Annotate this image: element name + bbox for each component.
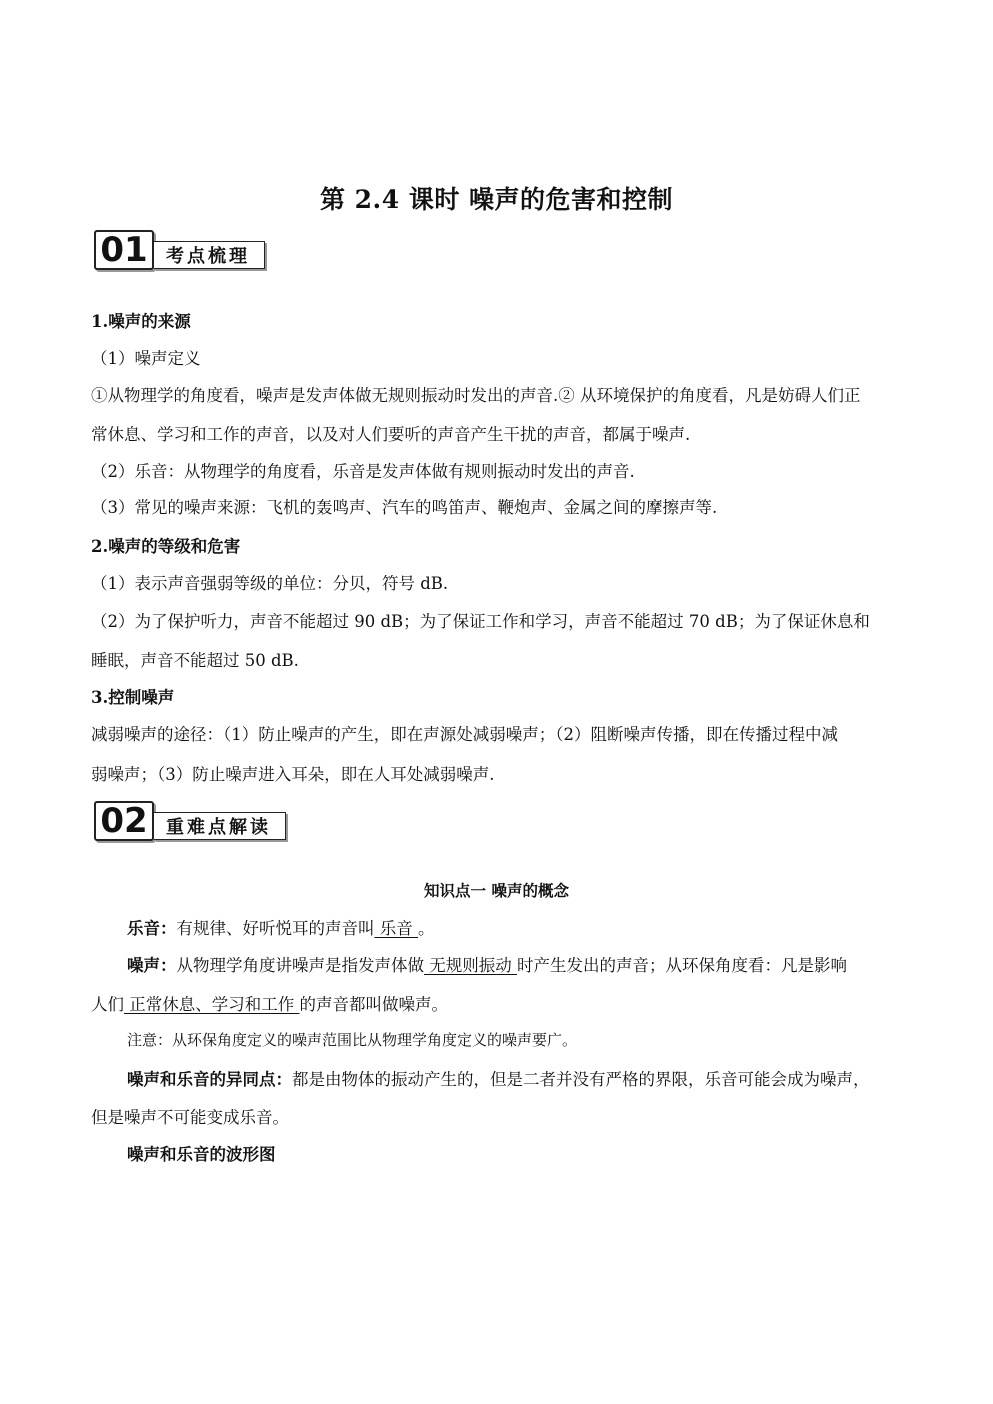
section-badge-01: [94, 228, 265, 270]
paragraph: （2）为了保护听力，声音不能超过 90 dB；为了保证工作和学习，声音不能超过 70 dB；为了保证休息和: [91, 612, 870, 631]
term-label: 乐音：: [127, 919, 177, 938]
paragraph: （1）表示声音强弱等级的单位：分贝，符号 dB.: [91, 574, 449, 593]
definition-text: 从物理学角度讲噪声是指发声体做: [176, 956, 424, 975]
definition-noise-cont: [91, 991, 904, 1015]
waveform-heading: 噪声和乐音的波形图: [127, 1145, 276, 1164]
paragraph: ①从物理学的角度看，噪声是发声体做无规则振动时发出的声音.② 从环境保护的角度看，凡是妨碍人们正: [91, 386, 861, 405]
section-number: 02: [94, 801, 154, 841]
definition-text: 人们: [91, 995, 124, 1014]
definition-noise: [127, 952, 904, 976]
knowledge-point-title: 知识点一 噪声的概念: [424, 881, 569, 900]
section-badge-02: [94, 799, 286, 841]
comparison: [127, 1066, 904, 1090]
definition-text: 有规律、好听悦耳的声音叫: [176, 919, 375, 938]
paragraph: （3）常见的噪声来源：飞机的轰鸣声、汽车的鸣笛声、鞭炮声、金属之间的摩擦声等.: [91, 498, 718, 517]
fill-answer: 无规则振动: [424, 956, 517, 975]
paragraph: （1）噪声定义: [91, 349, 201, 368]
note: 注意：从环保角度定义的噪声范围比从物理学角度定义的噪声要广。: [127, 1031, 578, 1049]
definition-text: 。: [418, 919, 435, 938]
section-number: 01: [94, 230, 154, 270]
paragraph: （2）乐音：从物理学的角度看，乐音是发声体做有规则振动时发出的声音.: [91, 462, 635, 481]
definition-text: 的声音都叫做噪声。: [299, 995, 448, 1014]
term-label: 噪声：: [127, 956, 177, 975]
section-label: 重难点解读: [154, 812, 286, 840]
paragraph: 减弱噪声的途径：（1）防止噪声的产生，即在声源处减弱噪声；（2）阻断噪声传播，即在传播过程中减: [91, 725, 838, 744]
heading-noise-control: 3.控制噪声: [91, 688, 175, 707]
heading-noise-level: 2.噪声的等级和危害: [91, 537, 241, 556]
paragraph: 弱噪声；（3）防止噪声进入耳朵，即在人耳处减弱噪声.: [91, 765, 495, 784]
paragraph: 睡眠，声音不能超过 50 dB.: [91, 651, 299, 670]
heading-noise-source: 1.噪声的来源: [91, 312, 191, 331]
term-label: 噪声和乐音的异同点：: [127, 1070, 292, 1089]
fill-answer: 乐音: [374, 919, 418, 938]
definition-music: [127, 915, 904, 939]
page-title: 第 2.4 课时 噪声的危害和控制: [319, 185, 674, 214]
comparison-text: 都是由物体的振动产生的，但是二者并没有严格的界限，乐音可能会成为噪声，: [292, 1070, 870, 1089]
paragraph: 常休息、学习和工作的声音，以及对人们要听的声音产生干扰的声音，都属于噪声.: [91, 425, 691, 444]
comparison-cont: 但是噪声不可能变成乐音。: [91, 1108, 289, 1127]
section-label: 考点梳理: [154, 241, 265, 269]
fill-answer: 正常休息、学习和工作: [124, 995, 300, 1014]
definition-text: 时产生发出的声音；从环保角度看：凡是影响: [517, 956, 847, 975]
